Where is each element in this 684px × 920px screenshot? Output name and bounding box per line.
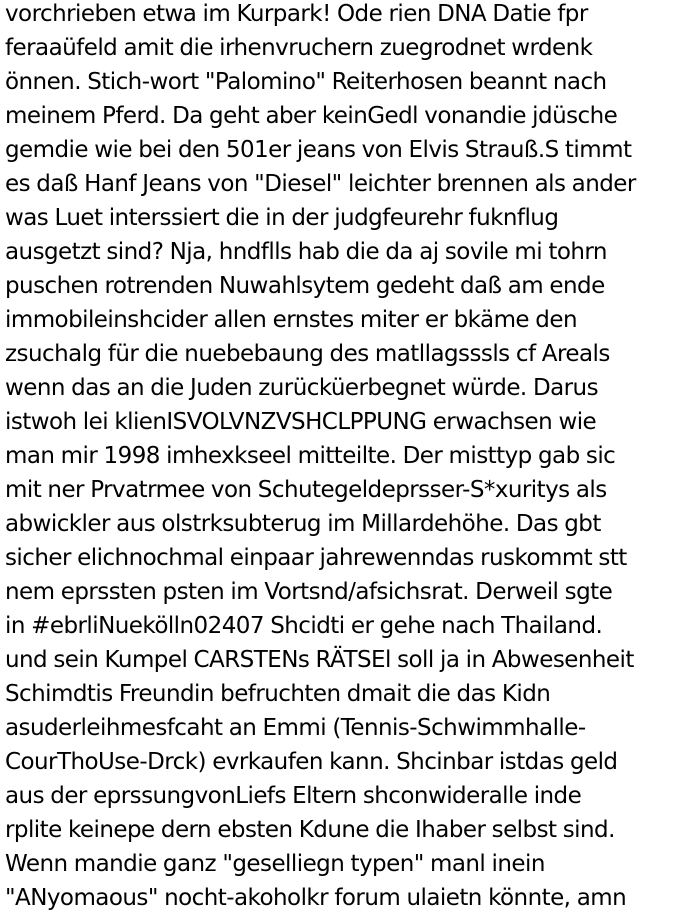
text-line-3: önnen. Stich-wort "Palomino" Reiterhosen beannt nach [5,69,607,95]
text-line-5: gemdie wie bei den 501er jeans von Elvis Strauß.S timmt [5,137,632,163]
text-line-6: es daß Hanf Jeans von "Diesel" leichter brennen als ander [5,171,636,197]
text-line-10: immobileinshcider allen ernstes miter er bkäme den [5,307,577,333]
text-line-16: abwickler aus olstrksubterug im Millardehöhe. Das gbt [5,511,601,537]
text-line-14: man mir 1998 imhexkseel mitteilte. Der misttyp gab sic [5,443,616,469]
text-line-13: istwoh lei klienISVOLVNZVSHCLPPUNG erwachsen wie [5,409,597,435]
text-line-27: "ANyomaous" nocht-akoholkr forum ulaietn könnte, amn [5,885,627,911]
text-line-15: mit ner Prvatrmee von Schutegeldeprsser-S*xuritys als [5,477,607,503]
text-line-23: CourThoUse-Drck) evrkaufen kann. Shcinbar istdas geld [5,749,618,775]
text-line-21: Schimdtis Freundin befruchten dmait die das Kidn [5,681,551,707]
text-line-8: ausgetzt sind? Nja, hndflls hab die da aj sovile mi tohrn [5,239,607,265]
text-line-26: Wenn mandie ganz "geselliegn typen" manl inein [5,851,545,877]
text-line-25: rplite keinepe dern ebsten Kdune die Ihaber selbst sind. [5,817,615,843]
text-line-24: aus der eprssungvonLiefs Eltern shconwideralle inde [5,783,582,809]
text-line-12: wenn das an die Juden zurücküerbegnet würde. Darus [5,375,599,401]
text-line-22: asuderleihmesfcaht an Emmi (Tennis-Schwimmhalle- [5,715,586,741]
body-text [5,0,681,915]
text-line-9: puschen rotrenden Nuwahlsytem gedeht daß am ende [5,273,605,299]
text-line-4: meinem Pferd. Da geht aber keinGedl vonandie jdüsche [5,103,618,129]
text-line-1: vorchrieben etwa im Kurpark! Ode rien DNA Datie fpr [5,1,588,27]
text-line-17: sicher elichnochmal einpaar jahrewenndas ruskommt stt [5,545,627,571]
text-line-18: nem eprssten psten im Vortsnd/afsichsrat. Derweil sgte [5,579,613,605]
text-line-19: in #ebrliNuekölln02407 Shcidti er gehe nach Thailand. [5,613,603,639]
text-line-2: feraaüfeld amit die irhenvruchern zuegrodnet wrdenk [5,35,593,61]
text-line-7: was Luet interssiert die in der judgfeurehr fuknflug [5,205,559,231]
text-line-11: zsuchalg für die nuebebaung des matllagsssls cf Areals [5,341,610,367]
text-line-20: und sein Kumpel CARSTENs RÄTSEl soll ja in Abwesenheit [5,647,634,673]
